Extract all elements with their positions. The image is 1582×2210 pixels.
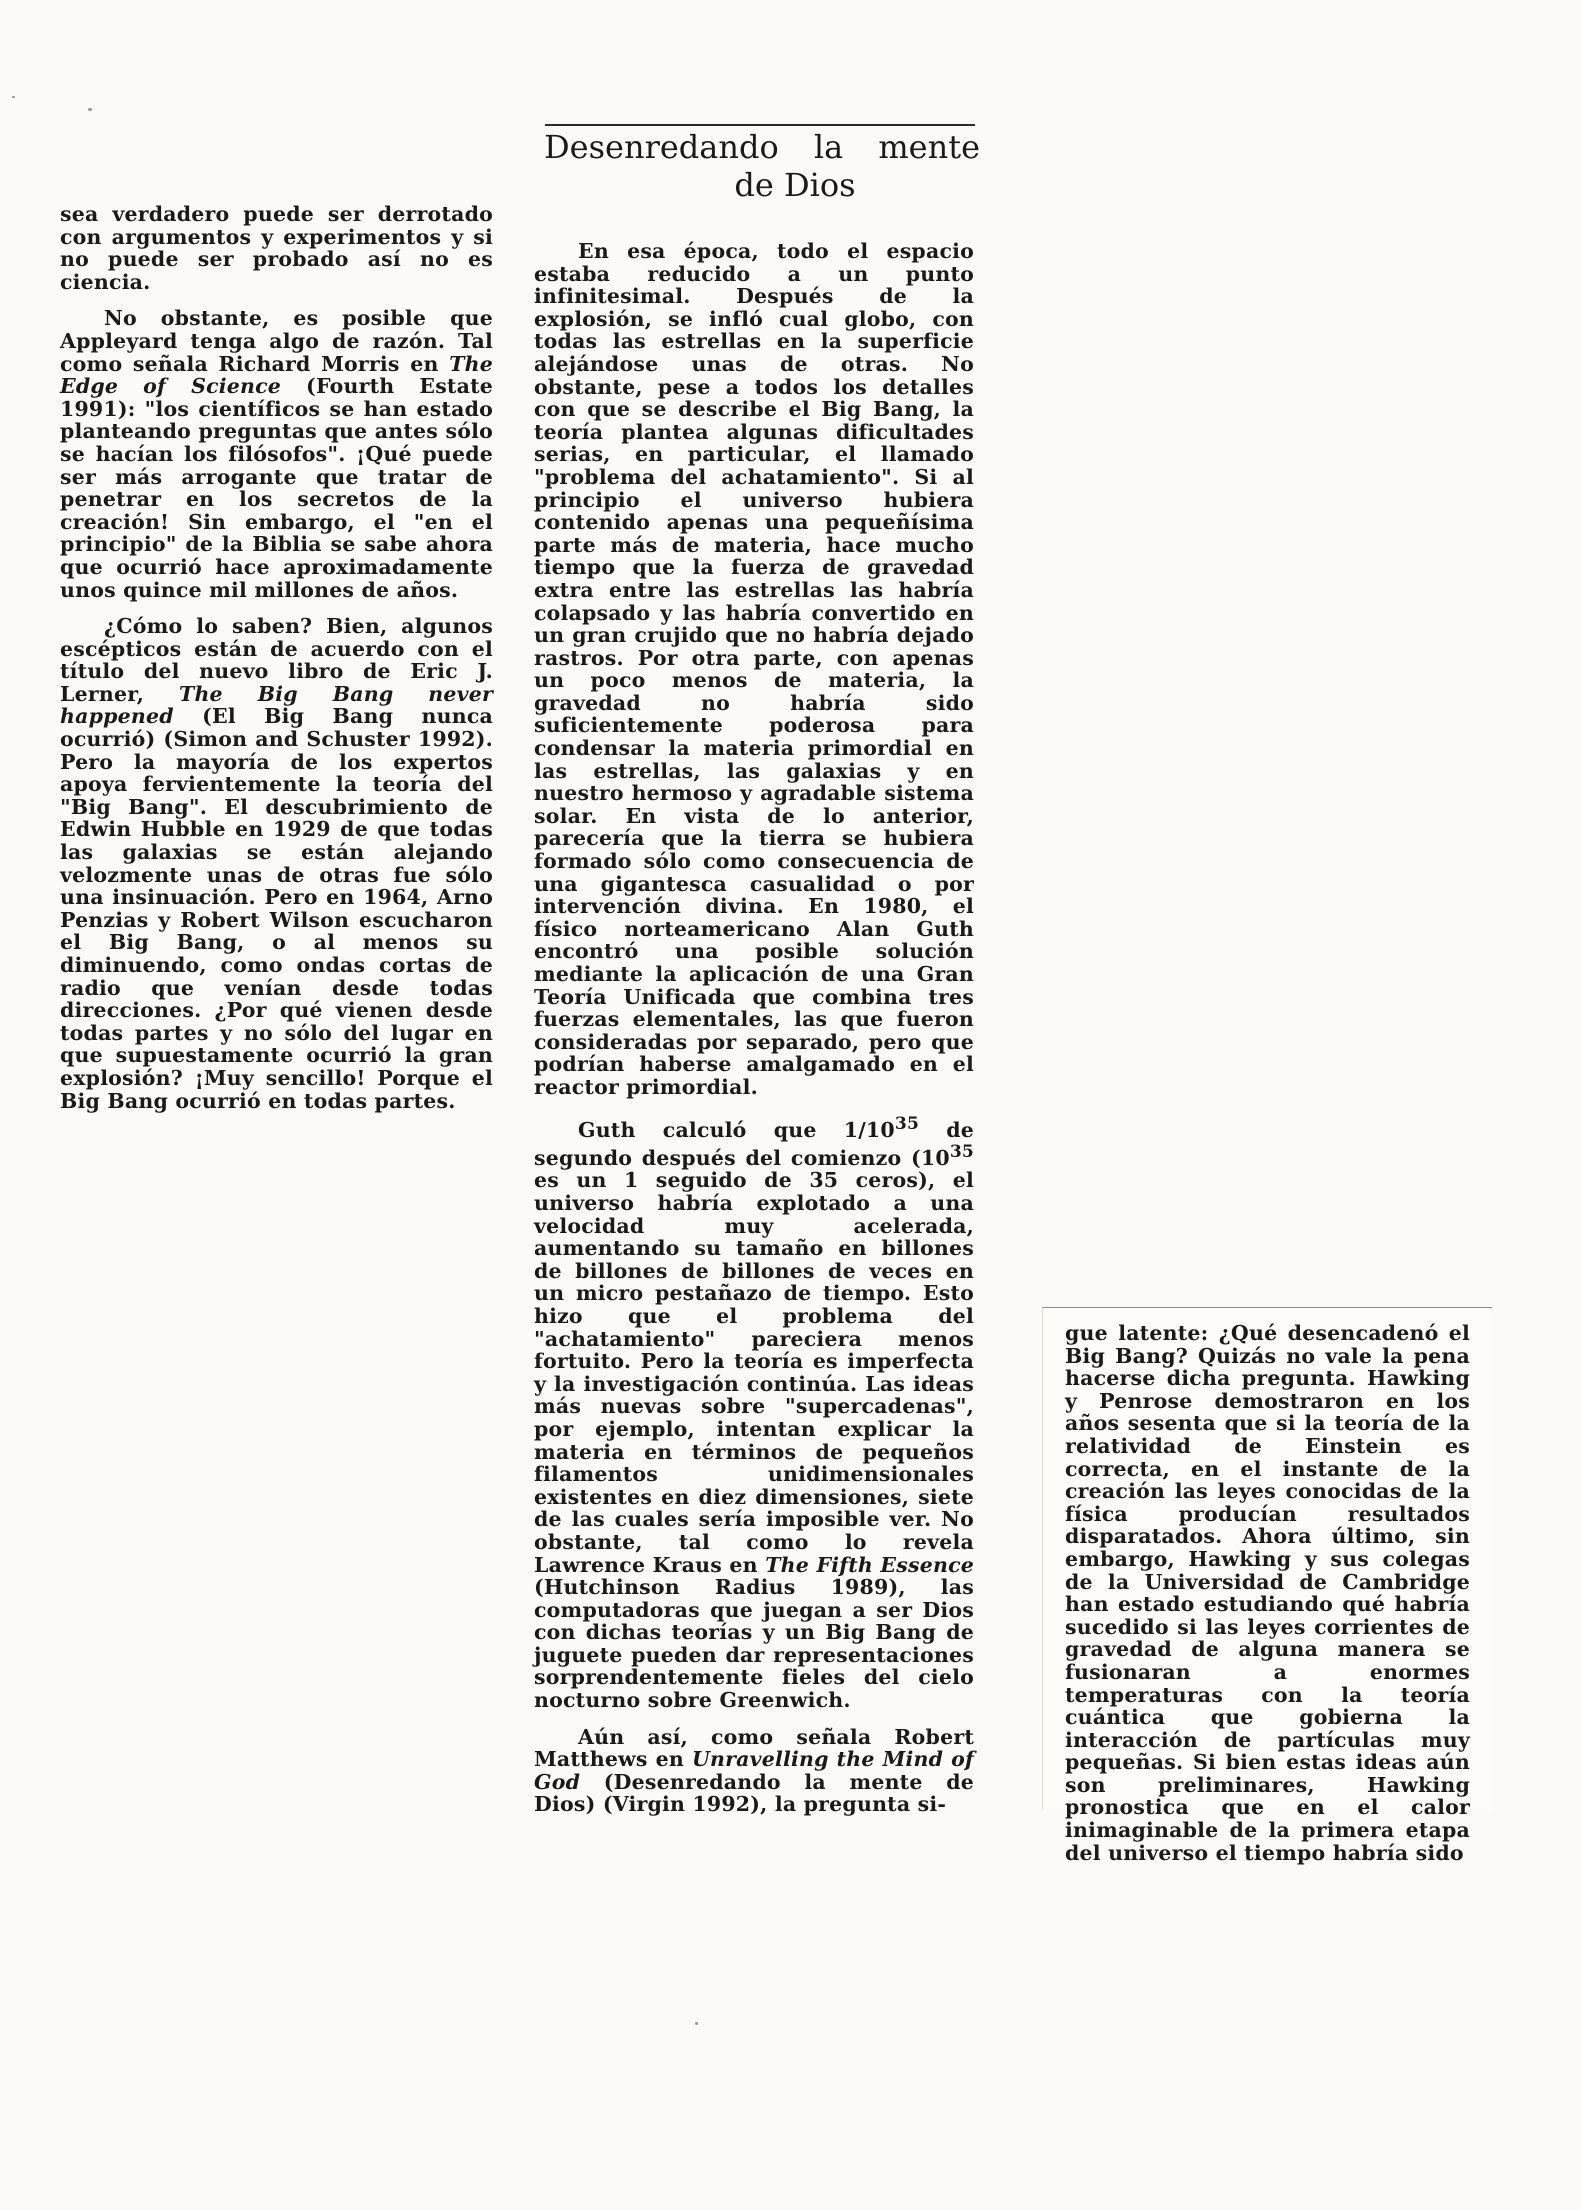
book-title-big-bang-never-happened: The Big Bang never happened xyxy=(60,681,494,729)
left-column xyxy=(60,203,493,1112)
right-paragraph-1: gue latente: ¿Qué desencadenó el Big Bang? Quizás no vale la pena hacerse dicha pregunta. Hawking y Penrose demostraron en los años sesenta que si la teoría de la relatividad de Einstein es correcta, en el instante de la creación las leyes conocidas de la física producían resultados disparatados. Ahora último, sin embargo, Hawking y sus colegas de la Universidad de Cambridge han estado estudiando qué habría sucedido si las leyes corrientes de gravedad de alguna manera se fusionaran a enormes temperaturas con la teoría cuántica que gobierna la interacción de partículas muy pequeñas. Si bien estas ideas aún son preliminares, Hawking pronostica que en el calor inimaginable de la primera etapa del universo el tiempo habría sido xyxy=(1065,1321,1470,1865)
middle-p2-text-a: Guth calculó que 1/10 xyxy=(578,1117,895,1142)
right-column xyxy=(1065,1322,1470,1864)
book-title-edge-of-science: The Edge of Science xyxy=(60,351,493,399)
left-p3-text-b: (El Big Bang nunca ocurrió) (Simon and Schuster 1992). Pero la mayoría de los expertos apoya fervientemente la teoría del "Big Bang". El descubrimiento de Edwin Hubble en 1929 de que todas las galaxias se están alejando velozmente unas de otras fue sólo una insinuación. Pero en 1964, Arno Penzias y Robert Wilson escucharon el Big Bang, o al menos su diminuendo, como ondas cortas de radio que venían desde todas direcciones. ¿Por qué vienen desde todas partes y no sólo del lugar en que supuestamente ocurrió la gran explosión? ¡Muy sencillo! Porque el Big Bang ocurrió en todas partes. xyxy=(60,704,493,1113)
middle-paragraph-2 xyxy=(534,1113,974,1712)
middle-p2-text-b: de segundo después del comienzo (10 xyxy=(534,1117,974,1170)
page-speck xyxy=(88,108,92,111)
middle-paragraph-1: En esa época, todo el espacio estaba reducido a un punto infinitesimal. Después de la explosión, se infló cual globo, con todas las estrellas en la superficie alejándose unas de otras. No obstante, pese a todos los detalles con que se describe el Big Bang, la teoría plantea algunas dificultades serias, en particular, el llamado "problema del achatamiento". Si al principio el universo hubiera contenido apenas una pequeñísima parte más de materia, hace mucho tiempo que la fuerza de gravedad extra entre las estrellas las habría colapsado y las habría convertido en un gran crujido que no habría dejado rastros. Por otra parte, con apenas un poco menos de materia, la gravedad no habría sido suficientemente poderosa para condensar la materia primordial en las estrellas, las galaxias y en nuestro hermoso y agradable sistema solar. En vista de lo anterior, parecería que la tierra se hubiera formado sólo como consecuencia de una gigantesca casualidad o por intervención divina. En 1980, el físico norteamericano Alan Guth encontró una posible solución mediante la aplicación de una Gran Teoría Unificada que combina tres fuerzas elementales, las que fueron consideradas por separado, pero que podrían haberse amalgamado en el reactor primordial. xyxy=(534,239,974,1099)
exponent-1: 35 xyxy=(894,1113,920,1134)
left-p3-text-a: ¿Cómo lo saben? Bien, algunos escépticos están de acuerdo con el título del nuevo libro de Eric J. Lerner, xyxy=(60,614,493,706)
left-p2-text-b: (Fourth Estate 1991): "los científicos se han estado planteando preguntas que antes sólo se hacían los filósofos". ¡Qué puede ser más arrogante que tratar de penetrar en los secretos de la creación! Sin embargo, el "en el principio" de la Biblia se sabe ahora que ocurrió hace aproximadamente unos quince mil millones de años. xyxy=(60,374,493,602)
article-title-line2: de Dios xyxy=(734,166,856,204)
book-title-unravelling-mind-of-god: Unravelling the Mind of God xyxy=(534,1747,975,1794)
book-title-fifth-essence: The Fifth Essence xyxy=(765,1552,975,1577)
middle-p2-text-c: es un 1 seguido de 35 ceros), el universo habría explotado a una velocidad muy acelerada, aumentando su tamaño en billones de billones de billones de veces en un micro pestañazo de tiempo. Esto hizo que el problema del "achatamiento" pareciera menos fortuito. Pero la teoría es imperfecta y la investigación continúa. Las ideas más nuevas sobre "supercadenas", por ejemplo, intentan explicar la materia en términos de pequeños filamentos unidimensionales existentes en diez dimensiones, siete de las cuales sería imposible ver. No obstante, tal como lo revela Lawrence Kraus en xyxy=(534,1168,974,1577)
middle-p2-text-d: (Hutchinson Radius 1989), las computadoras que juegan a ser Dios con dichas teorías y un Big Bang de juguete pueden dar representaciones sorprendentemente fieles del cielo nocturno sobre Greenwich. xyxy=(534,1575,974,1713)
middle-p3-text-b: (Desenredando la mente de Dios) (Virgin 1992), la pregunta si- xyxy=(534,1769,974,1817)
left-paragraph-1: sea verdadero puede ser derrotado con argumentos y experimentos y si no puede ser probado así no es ciencia. xyxy=(60,202,493,294)
exponent-2: 35 xyxy=(949,1141,974,1162)
article-title-line1: Desenredando la mente xyxy=(544,128,980,166)
middle-column xyxy=(534,240,974,1816)
left-paragraph-3 xyxy=(60,615,493,1112)
page-speck xyxy=(695,2022,698,2025)
left-paragraph-2 xyxy=(60,307,493,601)
article-title xyxy=(540,128,980,204)
right-column-clipping xyxy=(1042,1307,1492,1865)
title-rule xyxy=(545,124,975,126)
middle-paragraph-3 xyxy=(534,1726,974,1816)
middle-p3-text-a: Aún así, como señala Robert Matthews en xyxy=(534,1724,974,1772)
page-speck xyxy=(12,96,15,98)
left-p2-text-a: No obstante, es posible que Appleyard tenga algo de razón. Tal como señala Richard Morris en xyxy=(60,306,493,376)
